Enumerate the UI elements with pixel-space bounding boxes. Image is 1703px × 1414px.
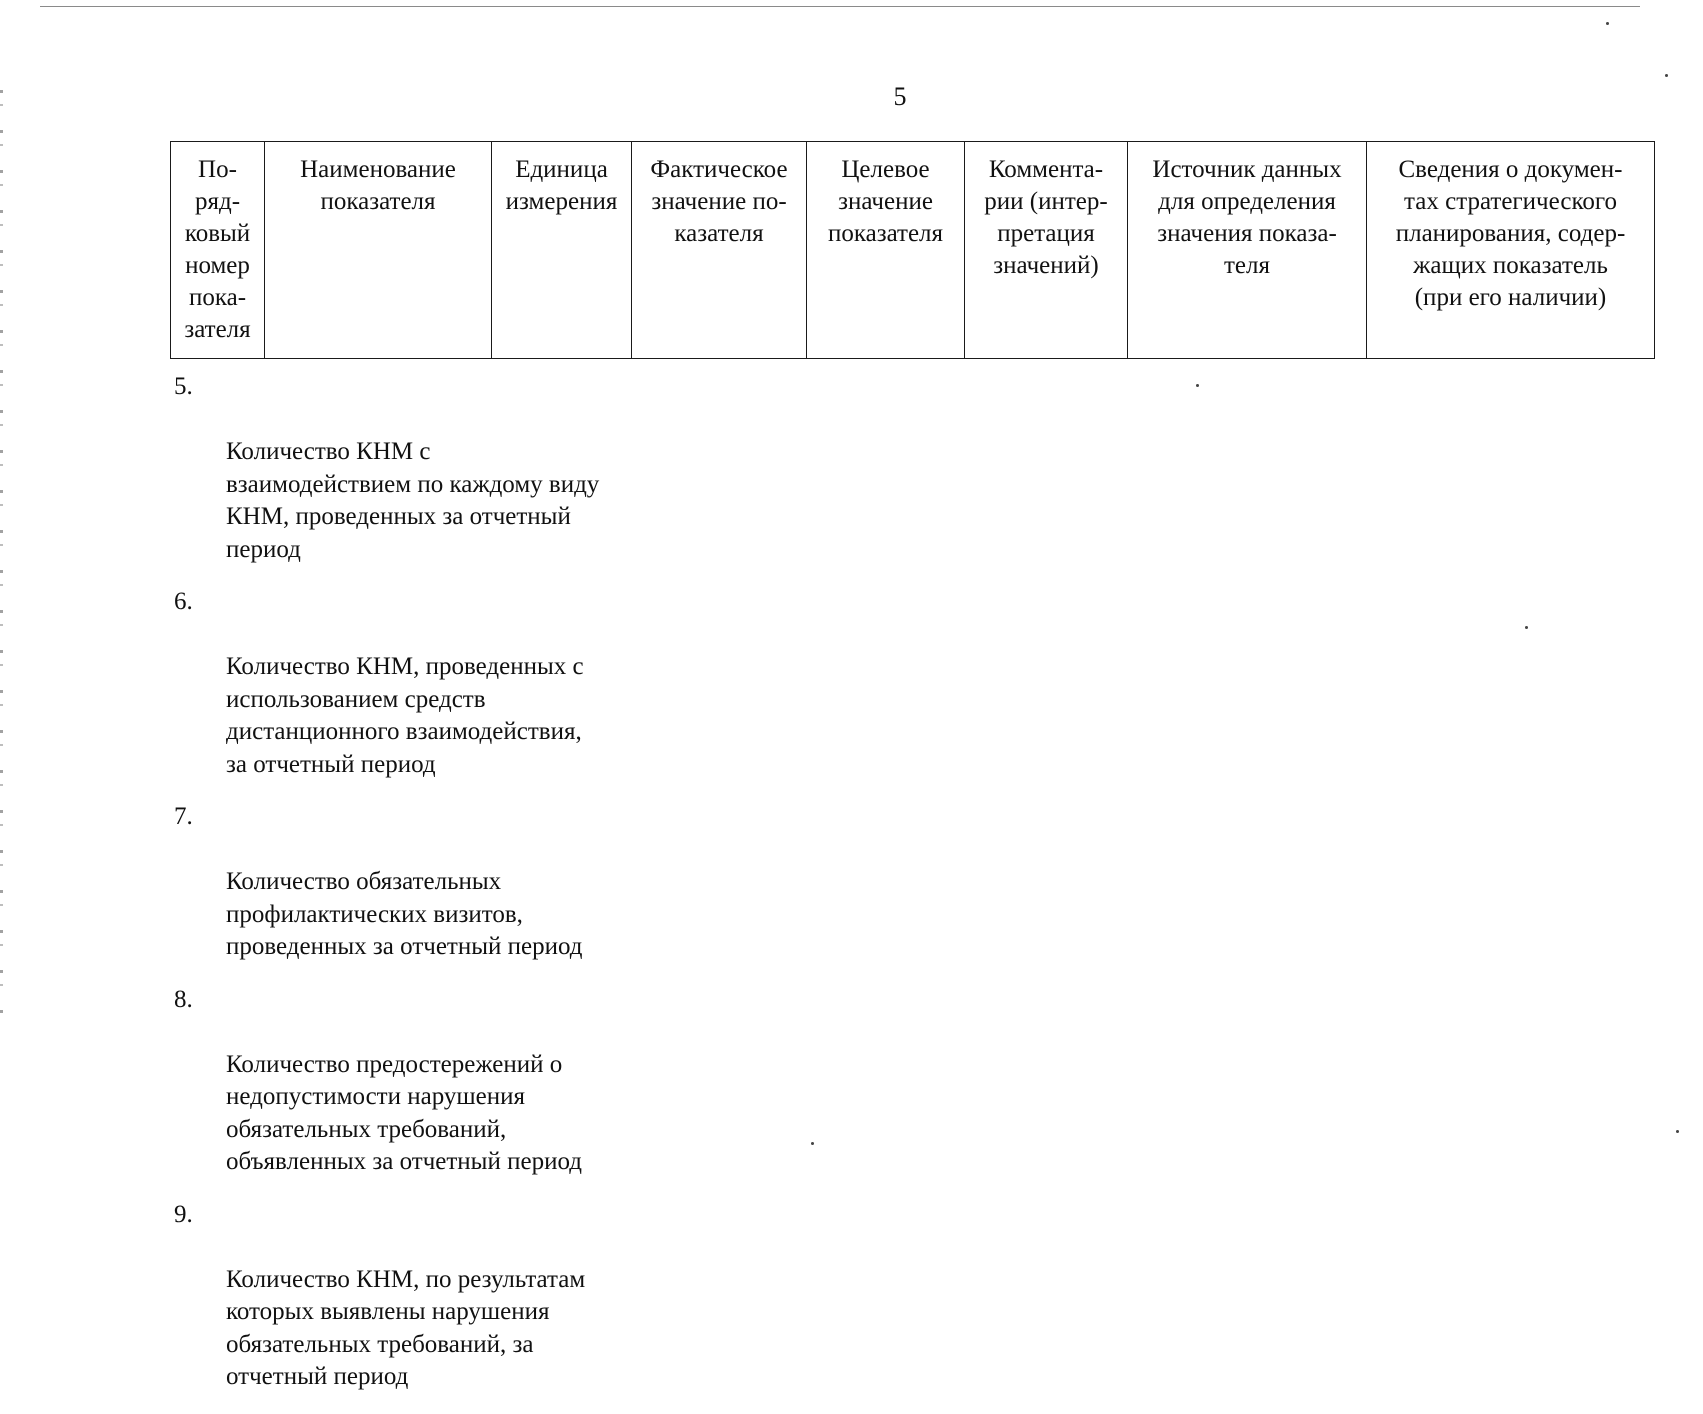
table-header-row [171,142,1655,359]
list-item [170,1199,690,1394]
scan-speck [1676,1130,1679,1133]
header-target-value: Целевое значение показателя [807,142,965,359]
list-item-text: Количество обязательных профилактических визитов, проведенных за отчетный период [226,868,583,960]
scan-top-rule [40,6,1640,7]
scan-speck [1525,626,1528,629]
header-row-number: По- ряд- ковый номер пока- зателя [171,142,265,359]
header-actual-value: Фактическое значение по- казателя [632,142,807,359]
list-item-text: Количество КНМ, по результатам которых выявлены нарушения обязательных требований, за отчетный период [226,1265,586,1390]
list-item-text: Количество КНМ, проведенных с использованием средств дистанционного взаимодействия, за отчетный период [226,653,584,778]
indicator-header-table [170,141,1655,359]
header-comments: Коммента- рии (интер- претация значений) [965,142,1128,359]
header-indicator-name: Наименование показателя [265,142,492,359]
list-item-number: 9. [174,1200,193,1228]
list-item-text: Количество предостережений о недопустимости нарушения обязательных требований, объявленных за отчетный период [226,1050,582,1175]
list-item-number: 7. [174,803,193,830]
list-item [170,984,690,1179]
list-item [170,801,690,964]
list-item [170,586,690,781]
list-item-number: 6. [174,588,193,615]
page-number: 5 [893,82,907,111]
scan-edge-artifact [0,90,3,1020]
scan-speck [1606,22,1609,25]
indicator-list [170,371,690,1414]
scan-speck [1665,74,1668,77]
list-item-text: Количество КНМ с взаимодействием по каждому виду КНМ, проведенных за отчетный период [226,438,600,563]
scan-speck [811,1142,814,1145]
list-item [170,371,690,566]
header-data-source: Источник данных для определения значения показа- теля [1128,142,1367,359]
list-item-number: 8. [174,985,193,1013]
header-strategic-docs: Сведения о докумен- тах стратегического планирования, содер- жащих показатель (при его наличии) [1367,142,1655,359]
header-unit: Единица измерения [492,142,632,359]
list-item-number: 5. [174,373,193,400]
scan-speck [1196,384,1199,387]
